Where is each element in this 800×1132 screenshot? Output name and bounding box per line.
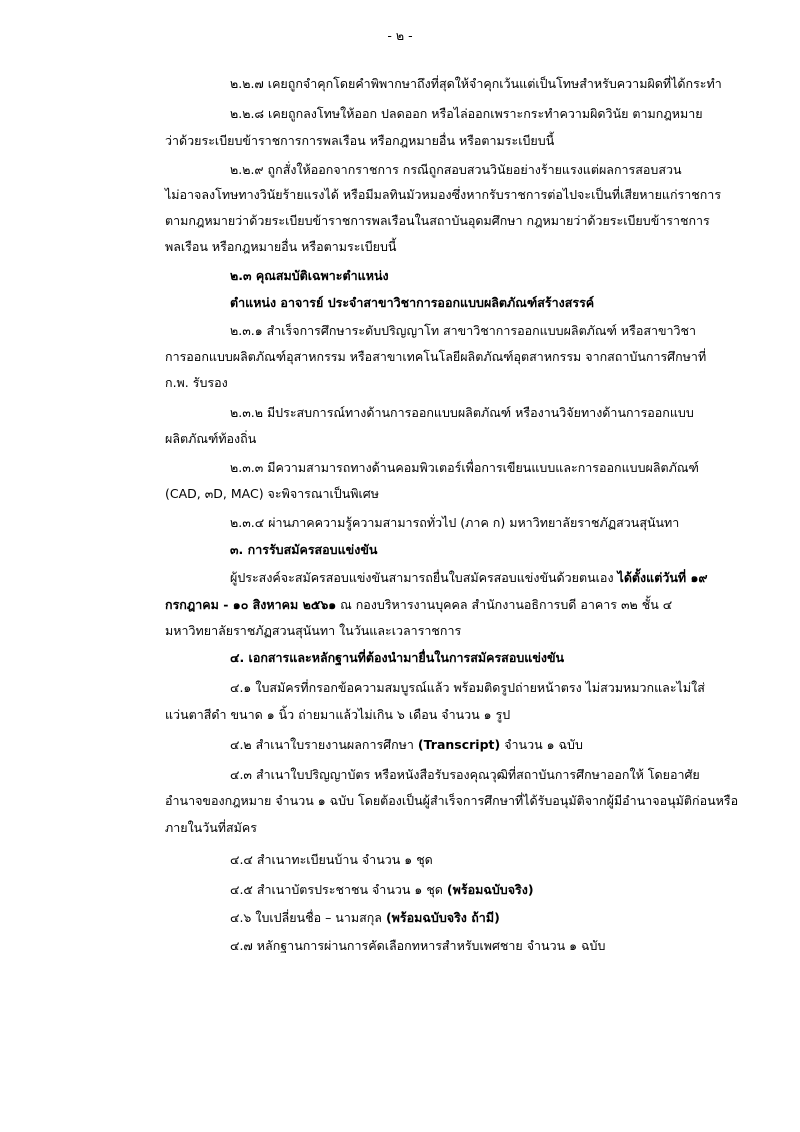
clause-2-3-2-line-1: ๒.๓.๒ มีประสบการณ์ทางด้านการออกแบบผลิตภัณฑ์ หรืองานวิจัยทางด้านการออกแบบ: [230, 405, 694, 420]
clause-4-3-line-1: ๔.๓ สำเนาใบปริญญาบัตร หรือหนังสือรับรองคุณวุฒิที่สถาบันการศึกษาออกให้ โดยอาศัย: [230, 767, 700, 782]
clause-2-3-1-line-3: ก.พ. รับรอง: [165, 375, 228, 390]
application-period: กรกฎาคม - ๑๐ สิงหาคม ๒๕๖๑: [165, 597, 337, 612]
clause-2-2-9-line-1: ๒.๒.๙ ถูกสั่งให้ออกจากราชการ กรณีถูกสอบสวนวินัยอย่างร้ายแรงแต่ผลการสอบสวน: [230, 162, 682, 177]
clause-2-2-9-line-4: พลเรือน หรือกฎหมายอื่น หรือตามระเบียบนี้: [165, 239, 397, 254]
clause-2-2-8-line-2: ว่าด้วยระเบียบข้าราชการการพลเรือน หรือกฎหมายอื่น หรือตามระเบียบนี้: [165, 133, 555, 148]
clause-4-4: ๔.๔ สำเนาทะเบียนบ้าน จำนวน ๑ ชุด: [230, 852, 433, 867]
section-3-line-1-text: ผู้ประสงค์จะสมัครสอบแข่งขันสามารถยื่นใบสมัครสอบแข่งขันด้วยตนเอง: [230, 570, 618, 585]
transcript-label: (Transcript): [417, 737, 501, 752]
section-3-line-3: มหาวิทยาลัยราชภัฏสวนสุนันทา ในวันและเวลาราชการ: [165, 623, 462, 638]
clause-2-3-2-line-2: ผลิตภัณฑ์ท้องถิ่น: [165, 431, 257, 446]
clause-2-2-7: ๒.๒.๗ เคยถูกจำคุกโดยคำพิพากษาถึงที่สุดให้จำคุกเว้นแต่เป็นโทษสำหรับความผิดที่ได้กระทำ: [230, 76, 722, 91]
clause-2-3-1-line-1: ๒.๓.๑ สำเร็จการศึกษาระดับปริญญาโท สาขาวิชาการออกแบบผลิตภัณฑ์ หรือสาขาวิชา: [230, 323, 697, 338]
page-number: - ๒ -: [387, 28, 413, 43]
clause-4-6-note: (พร้อมฉบับจริง ถ้ามี): [385, 910, 500, 925]
clause-4-7: ๔.๗ หลักฐานการผ่านการคัดเลือกทหารสำหรับเพศชาย จำนวน ๑ ฉบับ: [230, 938, 606, 953]
clause-4-5: [230, 882, 534, 899]
clause-4-5-note: (พร้อมฉบับจริง): [446, 882, 534, 897]
application-start-date: ได้ตั้งแต่วันที่ ๑๙: [617, 570, 708, 585]
section-4-heading: ๔. เอกสารและหลักฐานที่ต้องนำมายื่นในการสมัครสอบแข่งขัน: [230, 650, 565, 665]
position-title: ตำแหน่ง อาจารย์ ประจำสาขาวิชาการออกแบบผลิตภัณฑ์สร้างสรรค์: [230, 295, 595, 310]
clause-2-3-1-line-2: การออกแบบผลิตภัณฑ์อุสาหกรรม หรือสาขาเทคโนโลยีผลิตภัณฑ์อุตสาหกรรม จากสถาบันการศึกษาที่: [165, 349, 707, 364]
section-3-line-2: [165, 597, 672, 614]
clause-4-6-text: ๔.๖ ใบเปลี่ยนชื่อ – นามสกุล: [230, 910, 386, 925]
clause-4-3-line-2: อำนาจของกฎหมาย จำนวน ๑ ฉบับ โดยต้องเป็นผู้สำเร็จการศึกษาที่ได้รับอนุมัติจากผู้มีอำนาจอนุมัติก่อนหรือ: [165, 793, 739, 808]
section-3-line-1: [230, 570, 708, 587]
clause-4-6: [230, 910, 500, 927]
clause-2-3-4: ๒.๓.๔ ผ่านภาคความรู้ความสามารถทั่วไป (ภาค ก) มหาวิทยาลัยราชภัฏสวนสุนันทา: [230, 515, 680, 530]
clause-4-5-text: ๔.๕ สำเนาบัตรประชาชน จำนวน ๑ ชุด: [230, 882, 447, 897]
clause-4-2-text: ๔.๒ สำเนาใบรายงานผลการศึกษา: [230, 737, 418, 752]
clause-4-1-line-1: ๔.๑ ใบสมัครที่กรอกข้อความสมบูรณ์แล้ว พร้อมติดรูปถ่ายหน้าตรง ไม่สวมหมวกและไม่ใส่: [230, 680, 705, 695]
clause-4-2-count: จำนวน ๑ ฉบับ: [500, 737, 583, 752]
clause-4-1-line-2: แว่นตาสีดำ ขนาด ๑ นิ้ว ถ่ายมาแล้วไม่เกิน ๖ เดือน จำนวน ๑ รูป: [165, 707, 511, 722]
clause-2-2-9-line-3: ตามกฎหมายว่าด้วยระเบียบข้าราชการพลเรือนในสถาบันอุดมศึกษา กฎหมายว่าด้วยระเบียบข้าราชการ: [165, 213, 710, 228]
clause-4-3-line-3: ภายในวันที่สมัคร: [165, 820, 257, 835]
clause-2-2-8-line-1: ๒.๒.๘ เคยถูกลงโทษให้ออก ปลดออก หรือไล่ออกเพราะกระทำความผิดวินัย ตามกฎหมาย: [230, 106, 703, 121]
clause-2-3-3-line-2: (CAD, ๓D, MAC) จะพิจารณาเป็นพิเศษ: [165, 486, 379, 501]
application-location: ณ กองบริหารงานบุคคล สำนักงานอธิการบดี อาคาร ๓๒ ชั้น ๔: [336, 597, 673, 612]
clause-2-3-3-line-1: ๒.๓.๓ มีความสามารถทางด้านคอมพิวเตอร์เพื่อการเขียนแบบและการออกแบบผลิตภัณฑ์: [230, 460, 699, 475]
section-2-3-heading: ๒.๓ คุณสมบัติเฉพาะตำแหน่ง: [230, 268, 389, 283]
clause-2-2-9-line-2: ไม่อาจลงโทษทางวินัยร้ายแรงได้ หรือมีมลทินมัวหมองซึ่งหากรับราชการต่อไปจะเป็นที่เสียหายแก่ราชการ: [165, 187, 722, 202]
section-3-heading: ๓. การรับสมัครสอบแข่งขัน: [230, 542, 378, 557]
clause-4-2: [230, 737, 583, 754]
